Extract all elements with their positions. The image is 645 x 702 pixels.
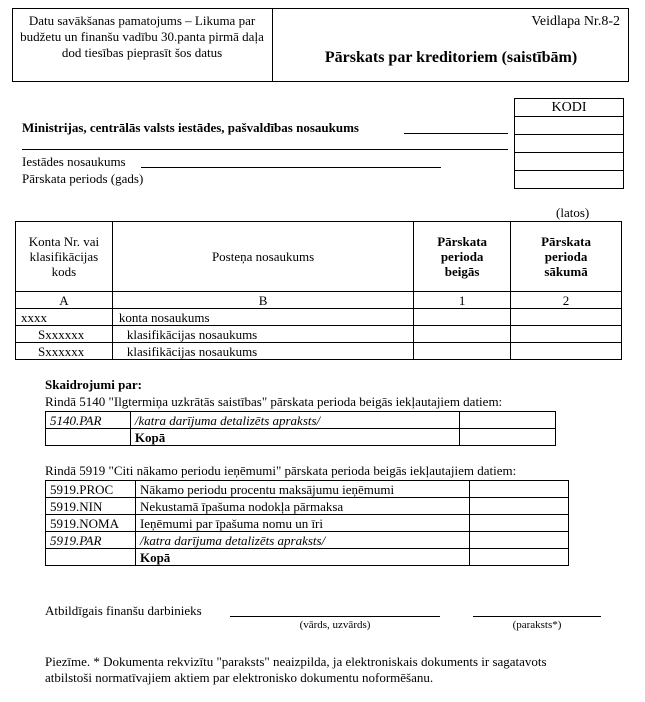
codes-label: KODI <box>515 99 624 117</box>
code-cell-ministry[interactable] <box>515 117 624 135</box>
section2-total-value[interactable] <box>470 549 569 566</box>
signature-field[interactable] <box>473 603 601 617</box>
section2-code: 5919.PROC <box>46 481 136 498</box>
section1-table <box>45 411 556 446</box>
row-value-start[interactable] <box>511 343 622 360</box>
table-row <box>16 343 622 360</box>
table-row <box>46 481 569 498</box>
main-table-colnum-row <box>16 292 622 309</box>
row-value-start[interactable] <box>511 309 622 326</box>
section2-desc: Ieņēmumi par īpašuma nomu un īri <box>135 515 469 532</box>
section2-table <box>45 480 569 566</box>
institution-field[interactable] <box>141 152 441 168</box>
legal-basis-text: Datu savākšanas pamatojums – Likuma par budžetu un finanšu vadību 30.panta pirmā daļa dod tiesības pieprasīt šos datus <box>20 13 264 60</box>
currency-note: (latos) <box>556 205 590 220</box>
explanations-title: Skaidrojumi par: <box>45 377 142 392</box>
colnum-b: B <box>112 292 413 309</box>
section2-value[interactable] <box>470 498 569 515</box>
section2-total-code <box>46 549 136 566</box>
row-code: xxxx <box>16 309 113 326</box>
section2-code: 5919.NIN <box>46 498 136 515</box>
period-label: Pārskata periods (gads) <box>22 171 144 186</box>
table-row <box>16 309 622 326</box>
row-value-end[interactable] <box>414 326 511 343</box>
section2-intro: Rindā 5919 "Citi nākamo periodu ieņēmumi" pārskata perioda beigās iekļautajiem datiem: <box>45 463 517 478</box>
form-number: Veidlapa Nr.8-2 <box>531 14 620 29</box>
note-line1: Piezīme. * Dokumenta rekvizītu "paraksts" neaizpilda, ja elektroniskais dokuments ir sagatavots <box>45 654 547 669</box>
section2-value[interactable] <box>470 515 569 532</box>
table-row <box>16 326 622 343</box>
table-row <box>46 498 569 515</box>
row-value-end[interactable] <box>414 309 511 326</box>
row-name: konta nosaukums <box>112 309 413 326</box>
signature-label: Atbildīgais finanšu darbinieks <box>45 603 202 618</box>
codes-table <box>514 98 624 189</box>
institution-label: Iestādes nosaukums <box>22 154 126 169</box>
section1-code: 5140.PAR <box>46 412 131 429</box>
note-line2: atbilstoši normatīvajiem aktiem par elektronisko dokumentu noformēšanu. <box>45 670 434 685</box>
code-cell-empty[interactable] <box>515 135 624 153</box>
page-title: Pārskats par kreditoriem (saistībām) <box>324 49 578 66</box>
colnum-a: A <box>16 292 113 309</box>
section1-total-label: Kopā <box>130 429 459 446</box>
section1-value[interactable] <box>460 412 556 429</box>
section2-total-label: Kopā <box>135 549 469 566</box>
section2-desc: Nākamo periodu procentu maksājumu ieņēmumi <box>135 481 469 498</box>
section1-total-code <box>46 429 131 446</box>
row-value-start[interactable] <box>511 326 622 343</box>
colnum-1: 1 <box>414 292 511 309</box>
ministry-field-line2[interactable] <box>22 134 508 150</box>
table-row <box>46 515 569 532</box>
section1-intro: Rindā 5140 "Ilgtermiņa uzkrātās saistības" pārskata perioda beigās iekļautajiem datiem: <box>45 394 503 409</box>
section2-code: 5919.NOMA <box>46 515 136 532</box>
codes-box <box>514 98 624 188</box>
header-divider <box>272 9 273 81</box>
table-row <box>46 429 556 446</box>
table-row <box>46 412 556 429</box>
table-row <box>46 549 569 566</box>
section2-code: 5919.PAR <box>46 532 136 549</box>
row-code: Sxxxxxx <box>16 343 113 360</box>
main-table-header-row <box>16 222 622 292</box>
ministry-field[interactable] <box>404 118 508 134</box>
row-code: Sxxxxxx <box>16 326 113 343</box>
signature-caption: (paraksts*) <box>512 619 562 631</box>
header-col-b: Posteņa nosaukums <box>112 222 413 292</box>
main-table <box>15 221 622 360</box>
section1-desc: /katra darījuma detalizēts apraksts/ <box>130 412 459 429</box>
row-value-end[interactable] <box>414 343 511 360</box>
row-name: klasifikācijas nosaukums <box>112 326 413 343</box>
section2-desc: Nekustamā īpašuma nodokļa pārmaksa <box>135 498 469 515</box>
colnum-2: 2 <box>511 292 622 309</box>
section2-value[interactable] <box>470 532 569 549</box>
ministry-label: Ministrijas, centrālās valsts iestādes, pašvaldības nosaukums <box>22 120 359 135</box>
section1-total-value[interactable] <box>460 429 556 446</box>
header-col-a: Konta Nr. vai klasifikācijas kods <box>16 222 113 292</box>
name-field[interactable] <box>230 603 440 617</box>
row-name: klasifikācijas nosaukums <box>112 343 413 360</box>
header-col-1: Pārskata perioda beigās <box>414 222 511 292</box>
header-col-2: Pārskata perioda sākumā <box>511 222 622 292</box>
name-caption: (vārds, uzvārds) <box>299 619 371 631</box>
section2-value[interactable] <box>470 481 569 498</box>
header-box <box>12 8 629 82</box>
table-row <box>46 532 569 549</box>
section2-desc: /katra darījuma detalizēts apraksts/ <box>135 532 469 549</box>
code-cell-period[interactable] <box>515 171 624 189</box>
code-cell-institution[interactable] <box>515 153 624 171</box>
